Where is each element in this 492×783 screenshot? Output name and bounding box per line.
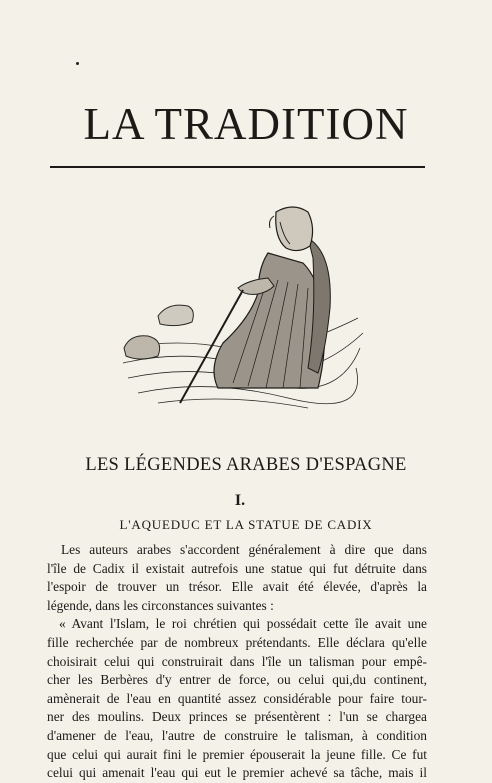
text-line: l'île de Cadix il existait autrefois une statue qui fut détruite dans <box>47 560 427 576</box>
seated-woman-engraving-icon <box>118 198 366 410</box>
text-line: Les auteurs arabes s'accordent généralement à dire que dans <box>61 542 427 557</box>
text-line: ner des moulins. Deux princes se présentèrent : l'un se chargea <box>47 709 427 725</box>
text-line: choisirait celui qui construirait dans l'île un talisman pour empê- <box>47 653 427 669</box>
page-title: LA TRADITION <box>83 99 409 149</box>
text-line: l'espoir de trouver un trésor. Elle avait été élevée, d'après la <box>47 579 427 595</box>
subsection-title: L'AQUEDUC ET LA STATUE DE CADIX <box>119 517 373 532</box>
body-text <box>47 541 427 783</box>
text-line: « Avant l'Islam, le roi chrétien qui possédait cette île avait une <box>59 616 427 632</box>
ink-speck <box>76 62 79 65</box>
chapter-numeral: I. <box>234 492 246 509</box>
text-line: d'amener de l'eau, l'autre de construire le talisman, à condition <box>47 727 427 743</box>
text-line: fille recherchée par de nombreux prétendants. Elle déclara qu'elle <box>47 634 427 650</box>
text-line: légende, dans les circonstances suivantes : <box>47 597 274 613</box>
text-line: celui qui amenait l'eau qui eut le premier achevé sa tâche, mais il <box>47 765 427 781</box>
section-title: LES LÉGENDES ARABES D'ESPAGNE <box>85 455 407 475</box>
text-line: cher les Berbères d'y entrer de force, ou celui qui,du continent, <box>47 672 427 688</box>
title-rule <box>50 166 425 168</box>
text-line: amènerait de l'eau en quantité assez considérable pour faire tour- <box>47 690 427 706</box>
text-line: que celui qui aurait fini le premier épouserait la jeune fille. Ce fut <box>47 746 427 762</box>
